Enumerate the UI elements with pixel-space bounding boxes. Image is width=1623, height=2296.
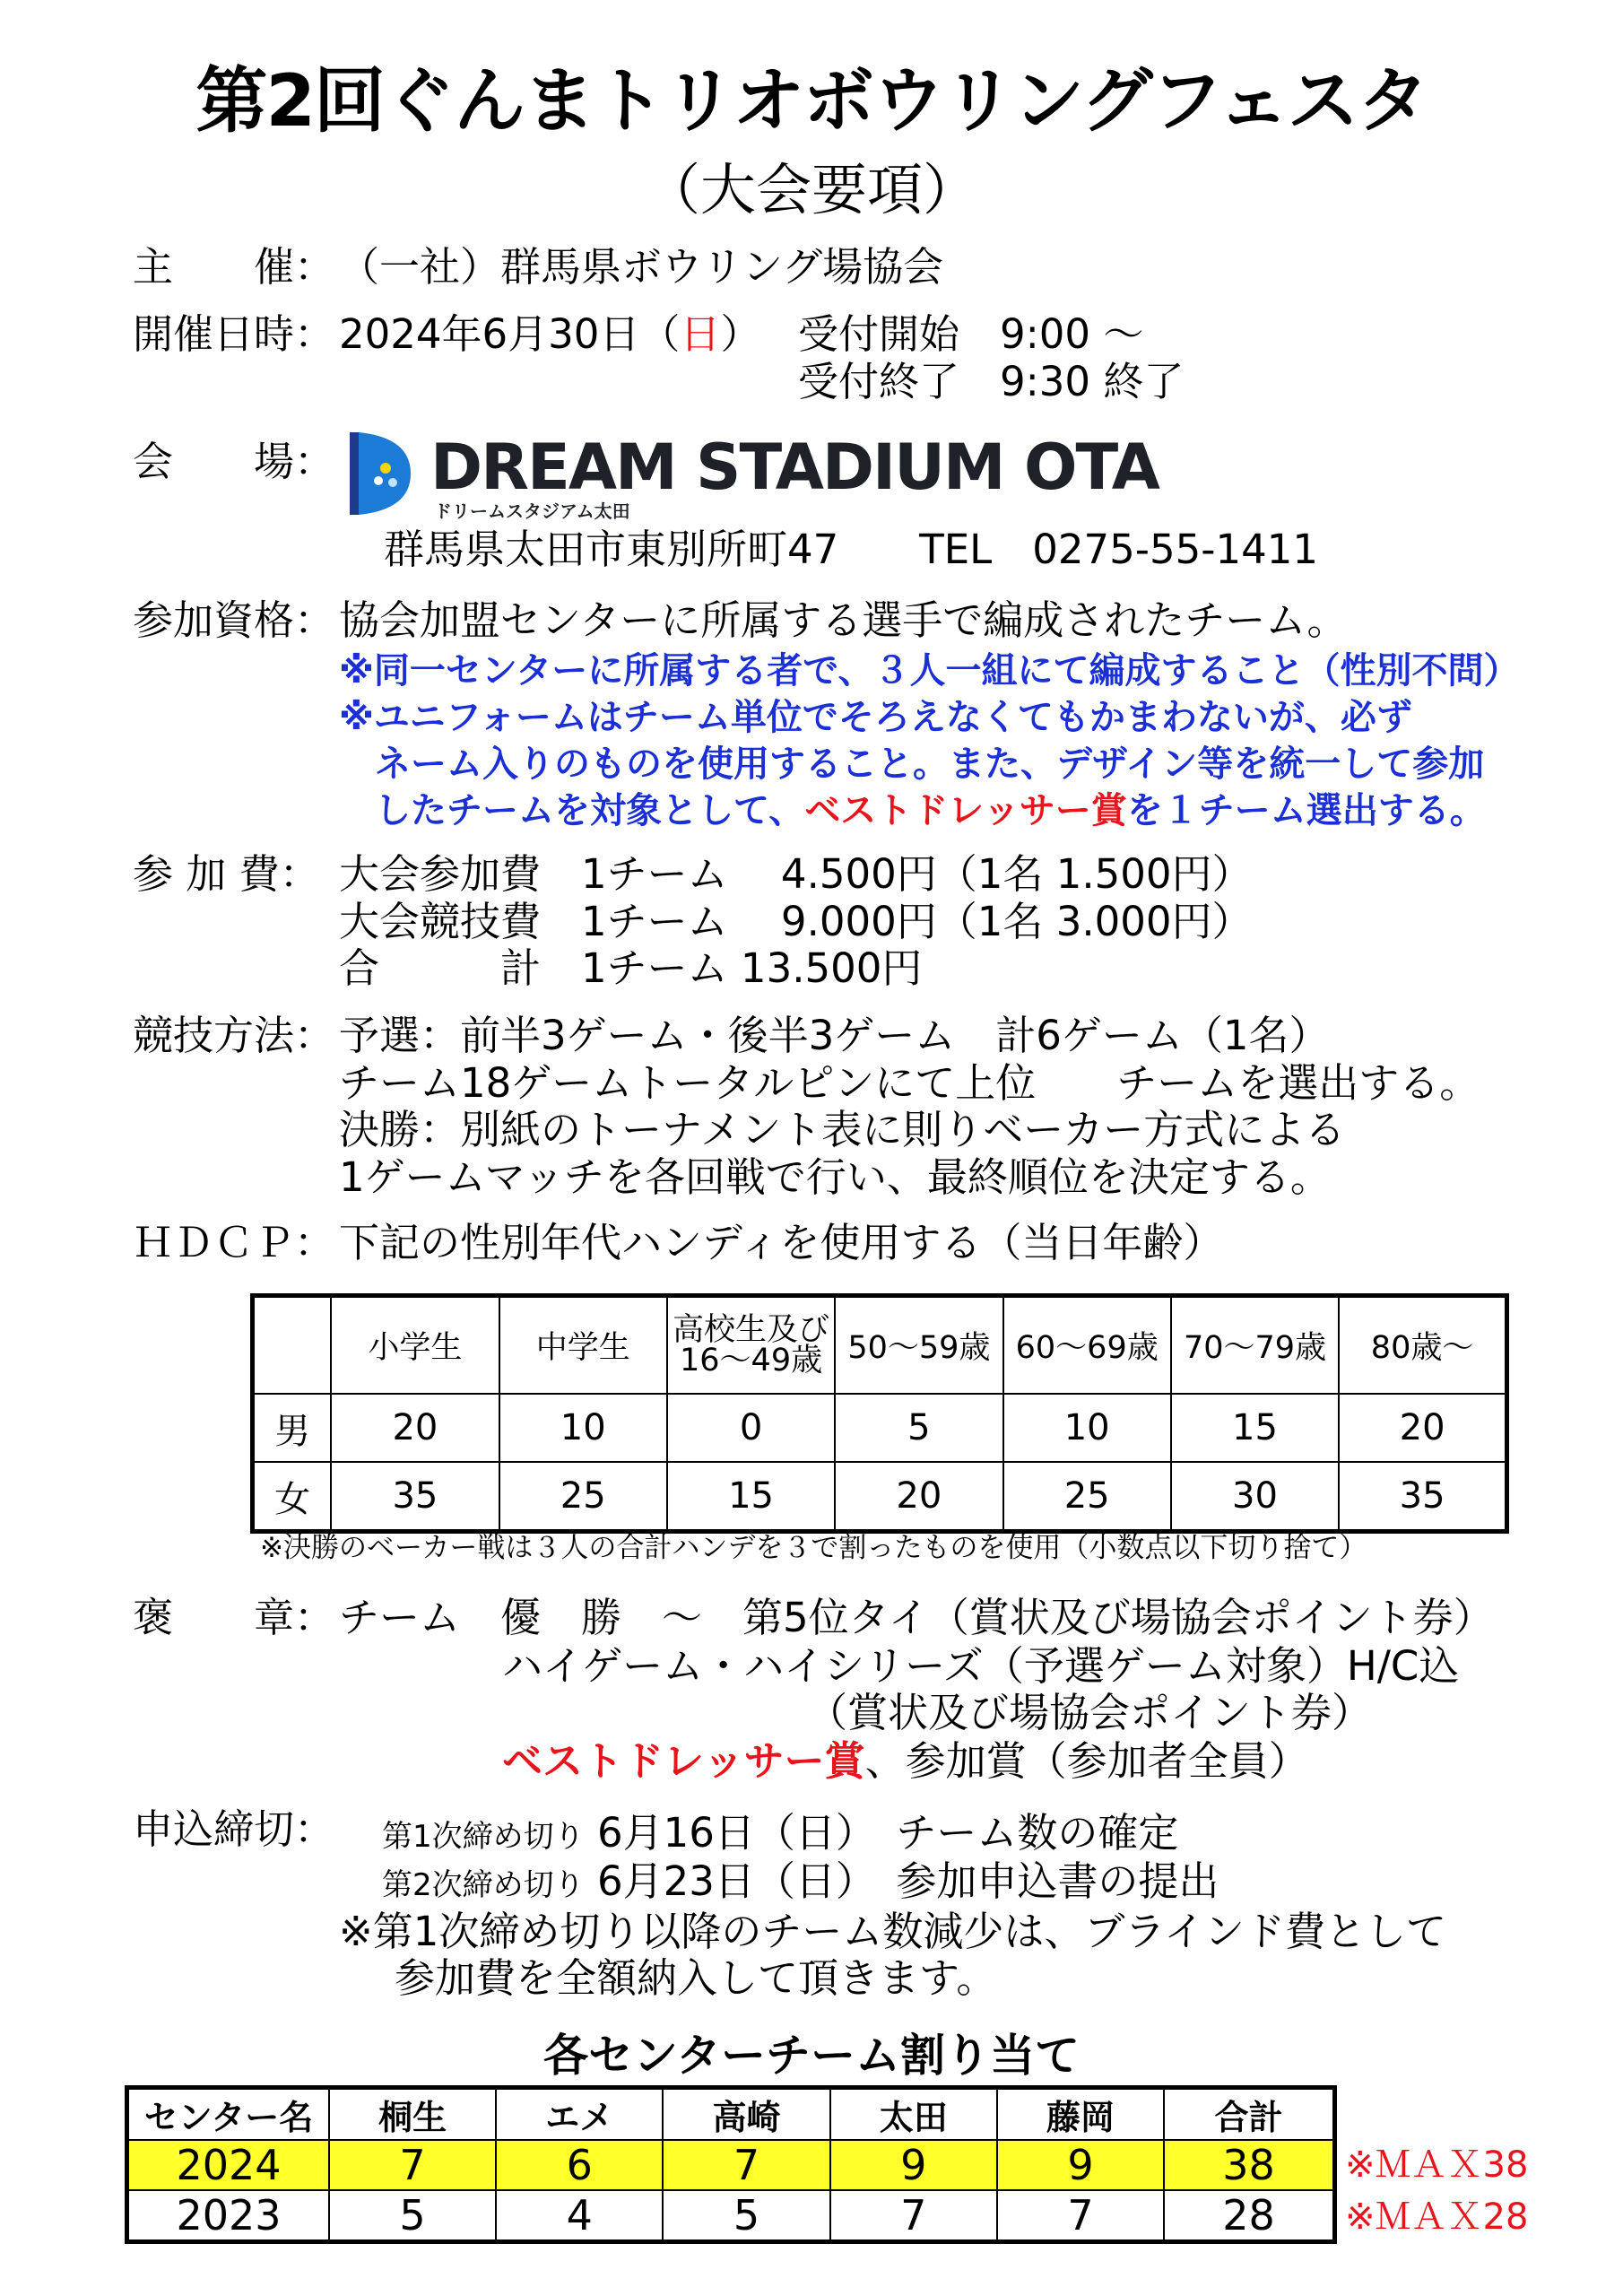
venue-logo-subtext: ドリームスタジアム太田 [434, 500, 630, 522]
header-70s: 70～79歳 [1171, 1296, 1339, 1395]
table-cell: 35 [331, 1462, 499, 1532]
handicap-header-row [253, 1296, 1507, 1395]
deadline-note-1: ※第1次締め切り以降のチーム数減少は、ブラインド費として [339, 1908, 1446, 1955]
awards-line-4 [502, 1736, 1309, 1787]
header-center-name: センター名 [127, 2088, 329, 2141]
row-label-male: 男 [253, 1394, 332, 1462]
method-line-3: 決勝：別紙のトーナメント表に則りベーカー方式による [339, 1106, 1346, 1153]
row-label-female: 女 [253, 1462, 332, 1532]
header-takasaki: 高崎 [663, 2088, 829, 2141]
method-label: 競技方法： [133, 1012, 335, 1059]
table-cell: 15 [1171, 1394, 1339, 1462]
header-ota: 太田 [830, 2088, 997, 2141]
date-suffix: ） [720, 310, 761, 358]
header-80s: 80歳～ [1339, 1296, 1506, 1395]
awards-line-4-post: 、参加賞（参加者全員） [864, 1737, 1309, 1785]
fee-line-2: 大会競技費 1チーム 9.000円（1名 3.000円） [339, 898, 1253, 945]
fee-label: 参 加 費： [133, 850, 320, 898]
table-cell: 15 [667, 1462, 835, 1532]
table-cell: 20 [331, 1394, 499, 1462]
table-cell: 20 [1339, 1394, 1506, 1462]
header-50s: 50～59歳 [835, 1296, 1002, 1395]
venue-logo-icon [348, 429, 420, 518]
eligibility-note-3: ネーム入りのものを使用すること。また、デザイン等を統一して参加 [375, 744, 1485, 785]
deadline-1-label: 第1次締め切り [382, 1819, 585, 1855]
handicap-row-female [253, 1462, 1507, 1532]
header-total: 合計 [1164, 2088, 1334, 2141]
awards-line-1: チーム 優 勝 ～ 第5位タイ（賞状及び場協会ポイント券） [339, 1594, 1494, 1641]
table-cell: 4 [496, 2190, 663, 2242]
best-dresser-award: ベストドレッサー賞 [804, 790, 1127, 831]
eligibility-note-4 [375, 786, 1486, 836]
eligibility-note-4-pre: したチームを対象として、 [375, 790, 805, 831]
allocation-title: 各センターチーム割り当て [543, 2030, 1080, 2082]
table-cell: 10 [1003, 1394, 1171, 1462]
table-cell: 5 [835, 1394, 1002, 1462]
table-cell: 6 [496, 2140, 663, 2190]
table-cell: 0 [667, 1394, 835, 1462]
table-cell: 10 [499, 1394, 667, 1462]
table-cell: 25 [499, 1462, 667, 1532]
table-cell: 9 [997, 2140, 1164, 2190]
venue-label: 会 場： [133, 438, 335, 485]
table-cell: 30 [1171, 1462, 1339, 1532]
organizer-label: 主 催： [133, 243, 335, 291]
handicap-row-male [253, 1394, 1507, 1462]
row-year-2024: 2024 [127, 2140, 329, 2190]
deadline-1-date: 6月16日（日） チーム数の確定 [596, 1809, 1179, 1857]
header-elementary: 小学生 [331, 1296, 499, 1395]
date-label: 開催日時： [133, 310, 335, 358]
awards-best-dresser: ベストドレッサー賞 [502, 1737, 865, 1785]
header-high-school [667, 1296, 835, 1395]
header-fujioka: 藤岡 [997, 2088, 1164, 2141]
document-subtitle: （大会要項） [644, 157, 978, 222]
max-2023: ※ＭＡＸ28 [1345, 2196, 1529, 2238]
max-2024: ※ＭＡＸ38 [1345, 2144, 1529, 2186]
hdcp-label: ＨＤＣＰ： [133, 1219, 335, 1266]
table-cell: 25 [1003, 1462, 1171, 1532]
deadline-2-date: 6月23日（日） 参加申込書の提出 [596, 1857, 1219, 1905]
allocation-table [125, 2085, 1337, 2244]
awards-line-2: ハイゲーム・ハイシリーズ（予選ゲーム対象）H/C込 [502, 1642, 1460, 1690]
reception-end: 受付終了 9:30 終了 [798, 358, 1185, 405]
fee-line-3: 合 計 1チーム 13.500円 [339, 944, 923, 992]
handicap-table [250, 1293, 1509, 1534]
allocation-row-2024 [127, 2140, 1335, 2190]
handicap-note: ※決勝のベーカー戦は３人の合計ハンデを３で割ったものを使用（小数点以下切り捨て） [260, 1532, 1367, 1564]
venue-logo-text: DREAM STADIUM OTA [430, 430, 1159, 504]
eligibility-note-1: ※同一センターに所属する者で、３人一組にて編成すること（性別不問） [339, 650, 1520, 691]
header-high-school-line-2: 16～49歳 [680, 1343, 823, 1378]
reception-start: 受付開始 9:00 ～ [798, 310, 1144, 358]
date-day: 日 [680, 310, 721, 358]
method-line-4: 1ゲームマッチを各回戦で行い、最終順位を決定する。 [339, 1153, 1331, 1201]
method-line-2: チーム18ゲームトータルピンにて上位 チームを選出する。 [339, 1059, 1480, 1107]
venue-logo [348, 429, 1159, 522]
header-60s: 60～69歳 [1003, 1296, 1171, 1395]
fee-line-1: 大会参加費 1チーム 4.500円（1名 1.500円） [339, 850, 1253, 898]
table-cell: 5 [663, 2190, 829, 2242]
header-kiryu: 桐生 [329, 2088, 496, 2141]
awards-label: 褒 章： [133, 1594, 335, 1641]
table-cell: 7 [329, 2140, 496, 2190]
header-high-school-line-1: 高校生及び [673, 1312, 830, 1348]
allocation-row-2023 [127, 2190, 1335, 2242]
deadline-note-2: 参加費を全額納入して頂きます。 [395, 1954, 997, 2002]
eligibility-text: 協会加盟センターに所属する選手で編成されたチーム。 [339, 596, 1348, 644]
table-cell: 20 [835, 1462, 1002, 1532]
header-junior-high: 中学生 [499, 1296, 667, 1395]
deadline-2-label: 第2次締め切り [382, 1867, 585, 1903]
deadline-2 [382, 1857, 1219, 1910]
table-cell: 9 [830, 2140, 997, 2190]
awards-line-3: （賞状及び場協会ポイント券） [807, 1689, 1373, 1736]
row-year-2023: 2023 [127, 2190, 329, 2242]
eligibility-note-2: ※ユニフォームはチーム単位でそろえなくてもかまわないが、必ず [339, 697, 1412, 738]
date-prefix: 2024年6月30日（ [339, 310, 681, 358]
table-cell: 7 [997, 2190, 1164, 2242]
document-title: 第2回ぐんまトリオボウリングフェスタ [195, 59, 1428, 143]
eligibility-label: 参加資格： [133, 596, 335, 644]
handicap-corner-cell [253, 1296, 332, 1395]
table-cell: 7 [663, 2140, 829, 2190]
table-cell: 5 [329, 2190, 496, 2242]
venue-address: 群馬県太田市東別所町47 TEL 0275-55-1411 [384, 526, 1319, 573]
table-cell: 7 [830, 2190, 997, 2242]
deadline-label: 申込締切： [133, 1805, 335, 1853]
header-eme: エメ [496, 2088, 663, 2141]
organizer-value: （一社）群馬県ボウリング場協会 [339, 243, 944, 291]
table-cell: 38 [1164, 2140, 1334, 2190]
allocation-header-row [127, 2088, 1335, 2141]
table-cell: 28 [1164, 2190, 1334, 2242]
deadline-1 [382, 1808, 1178, 1862]
method-line-1: 予選：前半3ゲーム・後半3ゲーム 計6ゲーム（1名） [339, 1012, 1330, 1059]
hdcp-text: 下記の性別年代ハンディを使用する（当日年齢） [339, 1219, 1224, 1266]
date-value [339, 309, 760, 360]
eligibility-note-4-post: を１チーム選出する。 [1126, 790, 1486, 831]
table-cell: 35 [1339, 1462, 1506, 1532]
